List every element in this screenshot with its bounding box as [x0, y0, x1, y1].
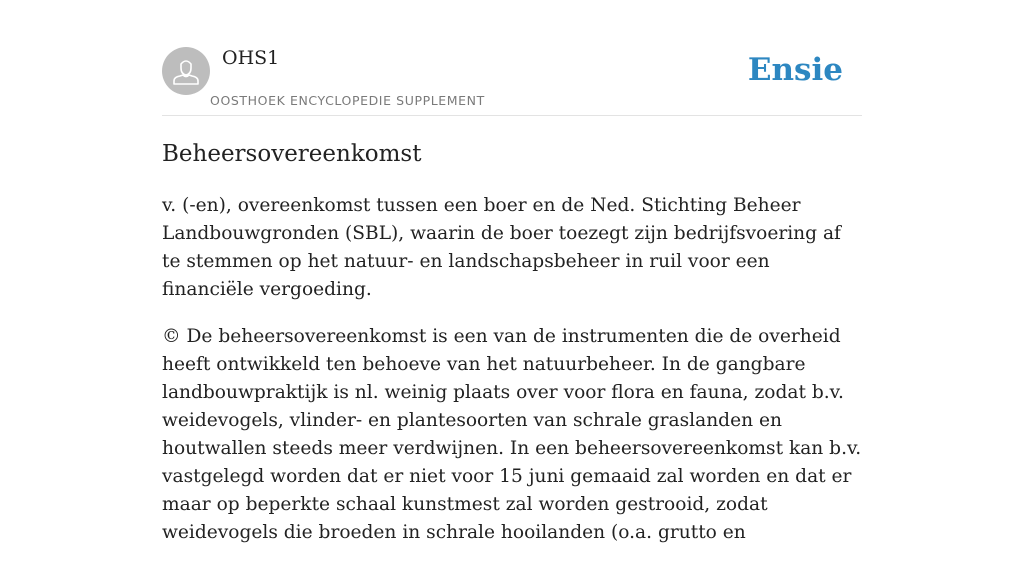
- definition-paragraph: v. (-en), overeenkomst tussen een boer en de Ned. Stichting Beheer Landbouwgronden (SBL), waarin de boer toezegt zijn bedrijfsvoering af te stemmen op het natuur- en landschapsbeheer in ruil voor een financiële vergoeding.: [162, 195, 841, 300]
- author-name[interactable]: OHS1: [222, 47, 280, 69]
- article-page: [162, 0, 862, 543]
- brand-logo[interactable]: Ensie: [747, 52, 843, 88]
- body-paragraph: © De beheersovereenkomst is een van de instrumenten die de overheid heeft ontwikkeld ten behoeve van het natuurbeheer. In de gangbare landbouwpraktijk is nl. weinig plaats over voor flora en fauna, zodat b.v. weidevogels, vlinder- en plantesoorten van schrale graslanden en houtwallen steeds meer verdwijnen. In een beheersovereenkomst kan b.v. vastgelegd worden dat er niet voor 15 juni gemaaid zal worden en dat er maar op beperkte schaal kunstmest zal worden gestrooid, zodat weidevogels die broeden in schrale hooilanden (o.a. grutto en: [162, 326, 862, 543]
- source-label[interactable]: OOSTHOEK ENCYCLOPEDIE SUPPLEMENT: [210, 93, 485, 108]
- user-avatar-icon: [162, 47, 210, 95]
- author-avatar[interactable]: [162, 47, 210, 95]
- article-title: Beheersovereenkomst: [162, 141, 422, 167]
- article-header: [162, 0, 862, 116]
- article-body: [162, 192, 862, 566]
